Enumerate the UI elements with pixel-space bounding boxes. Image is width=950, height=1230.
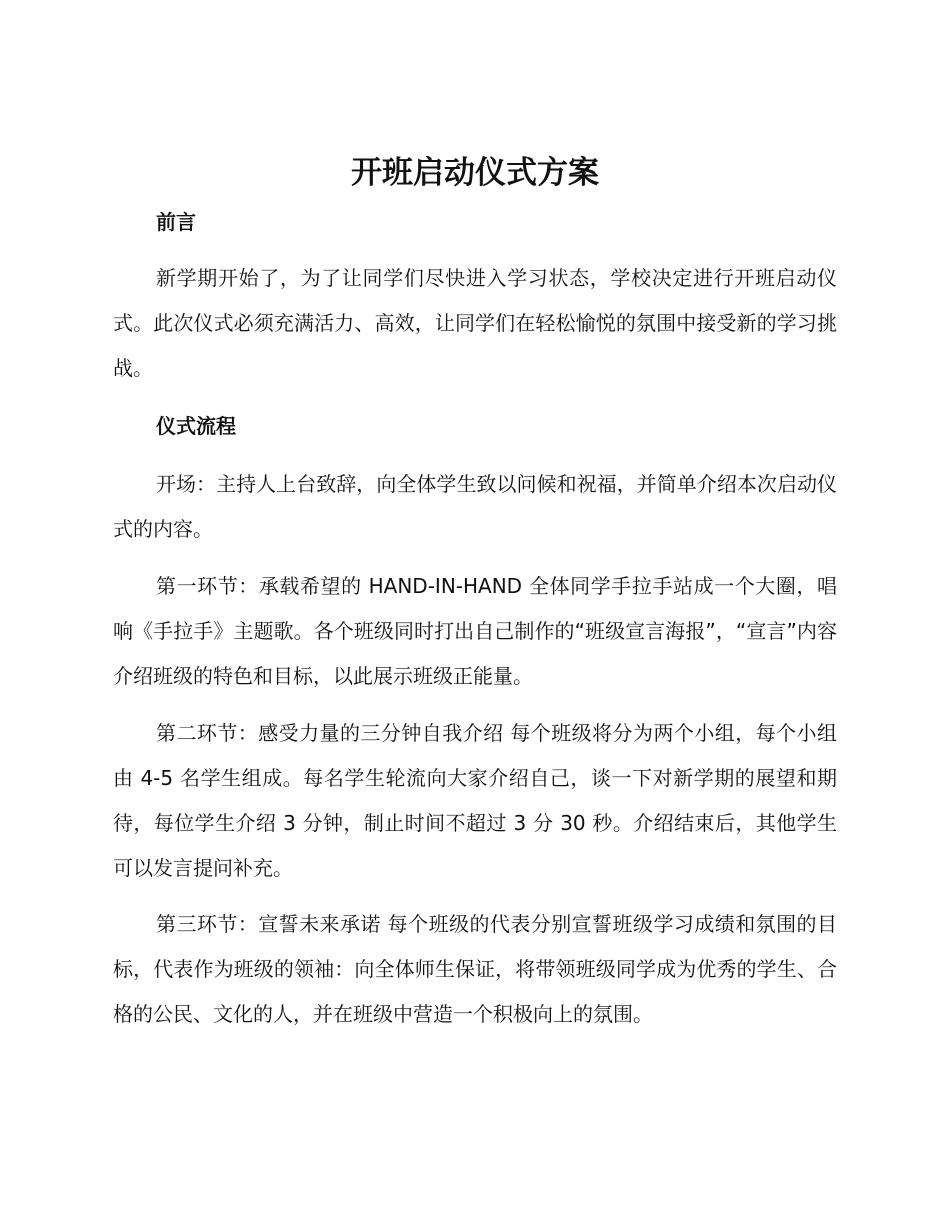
section-heading-preface: 前言 [156, 210, 196, 234]
section-heading-flow: 仪式流程 [156, 414, 236, 438]
step1-paragraph: 第一环节：承载希望的 HAND-IN-HAND 全体同学手拉手站成一个大圈，唱响《手拉手》主题歌。各个班级同时打出自己制作的“班级宣言海报”，“宣言”内容介绍班级的特色和目标，以此展示班级正能量。 [113, 574, 837, 688]
preface-paragraph: 新学期开始了，为了让同学们尽快进入学习状态，学校决定进行开班启动仪式。此次仪式必须充满活力、高效，让同学们在轻松愉悦的氛围中接受新的学习挑战。 [113, 266, 837, 380]
page-title: 开班启动仪式方案 [351, 155, 599, 191]
opening-paragraph: 开场：主持人上台致辞，向全体学生致以问候和祝福，并简单介绍本次启动仪式的内容。 [113, 472, 837, 541]
step2-paragraph: 第二环节：感受力量的三分钟自我介绍 每个班级将分为两个小组，每个小组由 4-5 名学生组成。每名学生轮流向大家介绍自己，谈一下对新学期的展望和期待，每位学生介绍 3 分钟，制止时间不超过 3 分 30 秒。介绍结束后，其他学生可以发言提问补充。 [113, 721, 837, 880]
step3-paragraph: 第三环节：宣誓未来承诺 每个班级的代表分别宣誓班级学习成绩和氛围的目标，代表作为班级的领袖：向全体师生保证，将带领班级同学成为优秀的学生、合格的公民、文化的人，并在班级中营造一个积极向上的氛围。 [113, 912, 837, 1026]
